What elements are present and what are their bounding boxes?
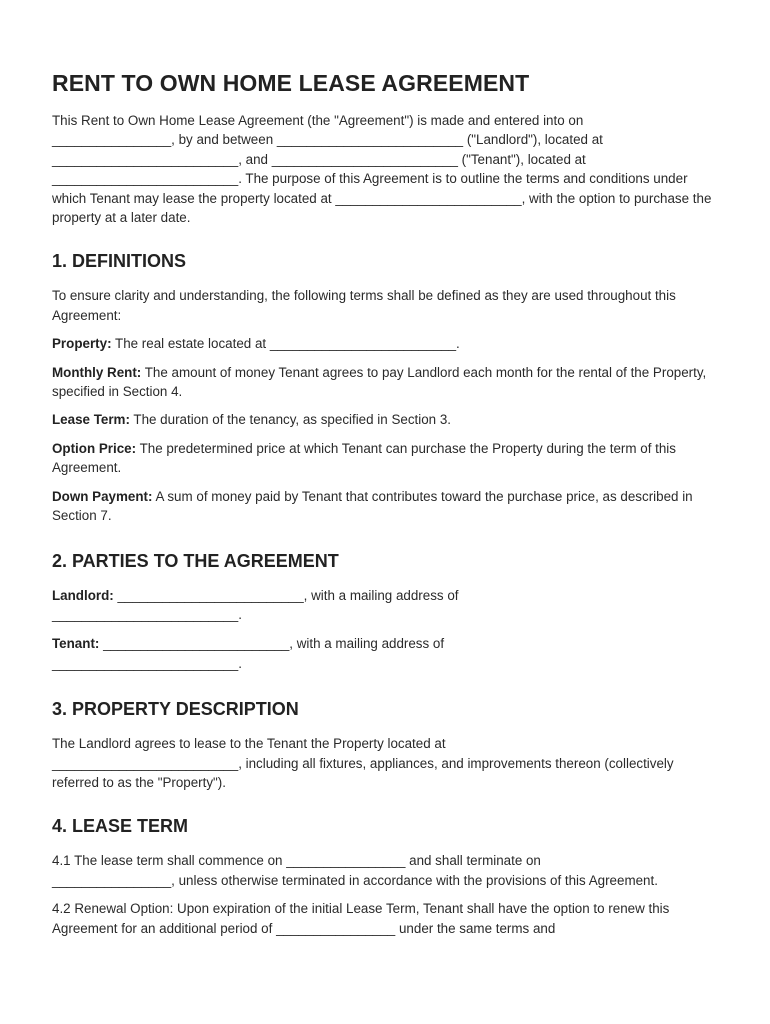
terminate-date-blank: ________________ [52,872,172,888]
intro-paragraph [52,111,724,227]
definition-text: The real estate located at [115,336,267,352]
tenant-blank: _________________________ [103,636,290,652]
tenant-mailing-blank: _________________________ [52,655,239,671]
clause-text: 4.1 The lease term shall commence on [52,853,283,869]
section-heading-lease-term: 4. LEASE TERM [52,816,189,837]
definition-property [52,334,724,353]
definition-label: Property: [52,336,112,352]
party-text: . [238,606,242,622]
intro-text: ("Landlord"), located at [466,132,603,148]
definition-label: Down Payment: [52,488,153,504]
definition-down-payment [52,487,724,526]
clause-text: under the same terms and [398,920,556,936]
clause-text: 4.2 Renewal Option: Upon expiration of the initial Lease Term, Tenant shall have the option to renew this Agreement for an additional period of [52,901,670,936]
definition-lease-term [52,410,724,429]
intro-text: , with the option to purchase the property at a later date. [52,190,712,226]
clause-text: and shall terminate on [409,853,541,869]
section-text: The Landlord agrees to lease to the Tenant the Property located at [52,736,446,752]
definition-text: The predetermined price at which Tenant can purchase the Property during the term of this Agreement. [52,440,676,476]
property-address-blank: _________________________ [335,190,522,206]
date-blank: ________________ [52,132,172,148]
property-blank: _________________________ [269,336,457,352]
property-location-blank: _________________________ [52,755,239,771]
tenant-address-blank: _________________________ [52,171,239,187]
definition-option-price [52,439,724,478]
landlord-address-blank: _________________________ [52,151,239,167]
party-label: Landlord: [52,587,114,603]
party-text: , with a mailing address of [303,587,459,603]
intro-text: This Rent to Own Home Lease Agreement (the "Agreement") is made and entered into on [52,113,584,128]
party-label: Tenant: [52,636,100,652]
commence-date-blank: ________________ [286,853,406,869]
definition-text: . [456,336,460,352]
landlord-mailing-blank: _________________________ [52,606,239,622]
lease-term-clause-4-2 [52,899,724,938]
document-page [52,70,724,947]
lease-term-clause-4-1 [52,851,724,890]
section-heading-definitions: 1. DEFINITIONS [52,251,187,272]
landlord-name-blank: _________________________ [276,132,464,148]
landlord-blank: _________________________ [117,587,304,603]
intro-text: . The purpose of this Agreement is to outline the terms and conditions under which Tenant may lease the property located at [52,171,688,206]
intro-text: , and [238,151,268,167]
intro-text: , by and between [171,132,274,148]
party-text: , with a mailing address of [289,636,445,652]
clause-text: , unless otherwise terminated in accordance with the provisions of this Agreement. [171,872,658,888]
property-description-paragraph [52,734,724,792]
section-text: , including all fixtures, appliances, and improvements thereon (collectively referred to as the "Property"). [52,755,674,790]
definition-label: Lease Term: [52,412,130,428]
party-landlord [52,586,724,625]
definition-text: The duration of the tenancy, as specified in Section 3. [133,412,451,428]
document-title: RENT TO OWN HOME LEASE AGREEMENT [52,70,530,96]
definition-label: Option Price: [52,440,137,456]
party-tenant [52,634,724,673]
renewal-period-blank: ________________ [276,920,396,936]
definition-monthly-rent [52,363,724,402]
section-heading-property-description: 3. PROPERTY DESCRIPTION [52,699,299,720]
intro-text: ("Tenant"), located at [461,151,586,167]
party-text: . [238,655,242,671]
definitions-intro: To ensure clarity and understanding, the following terms shall be defined as they are used throughout this Agreement: [52,288,676,323]
definition-text: A sum of money paid by Tenant that contributes toward the purchase price, as described in Section 7. [52,488,693,524]
definition-label: Monthly Rent: [52,364,142,380]
definition-text: The amount of money Tenant agrees to pay Landlord each month for the rental of the Property, specified in Section 4. [52,364,707,400]
tenant-name-blank: _________________________ [271,151,458,167]
section-heading-parties: 2. PARTIES TO THE AGREEMENT [52,550,339,571]
